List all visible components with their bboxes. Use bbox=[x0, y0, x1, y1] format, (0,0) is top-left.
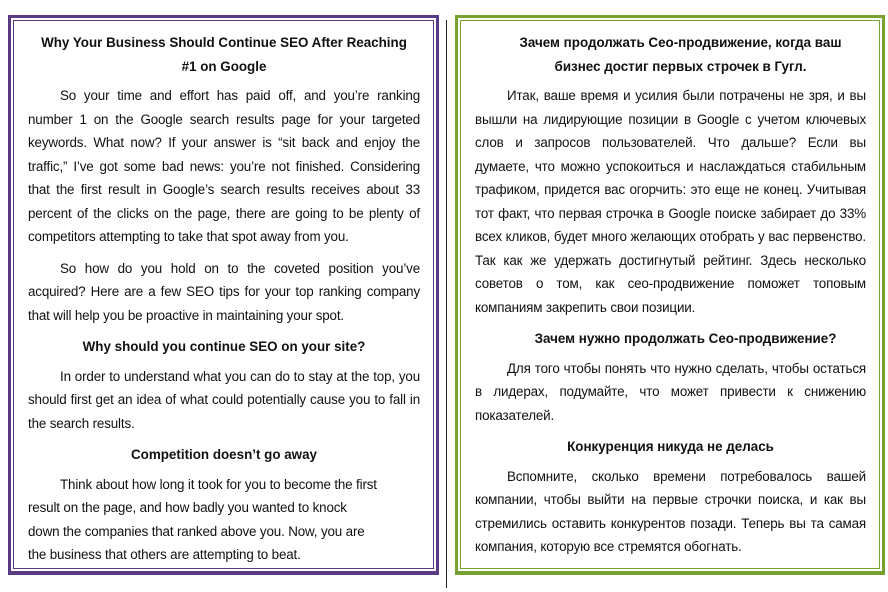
russian-paragraph: Вспомните, сколько времени потребовалось вашей компании, чтобы выйти на первые строчки поиска, и как вы стремились оставить конкурентов позади. Теперь вы та самая компания, которую все стремятся обогнать. bbox=[475, 468, 866, 554]
english-paragraph: So how do you hold on to the coveted position you’ve acquired? Here are a few SEO tips for your top ranking company that will help you be proactive in maintaining your spot. bbox=[28, 260, 420, 323]
english-heading: Competition doesn’t go away bbox=[131, 447, 317, 462]
russian-title: Зачем продолжать Сео-продвижение, когда ваш бизнес достиг первых строчек в Гугл. bbox=[519, 35, 842, 74]
english-paragraph: So your time and effort has paid off, and you’re ranking number 1 on the Google search results page for your targeted keywords. What now? If your answer is “sit back and enjoy the traffic,” I’ve got some bad news: you’re not finished. Considering that the first result in Google’s search results receives about 33 percent of the clicks on the page, there are going to be plenty of competitors attempting to take that spot away from you. bbox=[28, 88, 420, 244]
column-divider bbox=[446, 20, 447, 588]
english-title: Why Your Business Should Continue SEO After Reaching #1 on Google bbox=[41, 35, 407, 74]
english-heading: Why should you continue SEO on your site? bbox=[82, 339, 366, 354]
russian-paragraph: Для того чтобы понять что нужно сделать, чтобы остаться в лидерах, подумайте, что может привести к снижению показателей. bbox=[475, 360, 866, 423]
russian-paragraph: Итак, ваше время и усилия были потрачены не зря, и вы вышли на лидирующие позиции в Google с учетом ключевых слов и запросов пользователей. Что дальше? Если вы думаете, что можно успокоиться и наслаждаться стабильным трафиком, придется вас огорчить: это еще не конец. Учитывая тот факт, что первая строчка в Google поиске забирает до 33% всех кликов, будет много желающих отобрать у вас первенство. Так как же удержать достигнутый рейтинг. Здесь несколько советов о том, как сео-продвижение поможет топовым компаниям закрепить свои позиции. bbox=[475, 88, 866, 315]
english-paragraph: Think about how long it took for you to become the first result on the page, and how badly you wanted to knock down the companies that ranked above you. Now, you are the business that others are attempting to beat. bbox=[28, 476, 377, 562]
russian-text-box bbox=[455, 15, 885, 575]
russian-heading: Конкуренция никуда не делась bbox=[567, 439, 774, 454]
english-paragraph: In order to understand what you can do to stay at the top, you should first get an idea of what could potentially cause you to fall in the search results. bbox=[28, 368, 420, 431]
english-text-box bbox=[8, 15, 439, 575]
russian-heading: Зачем нужно продолжать Сео-продвижение? bbox=[534, 331, 837, 346]
